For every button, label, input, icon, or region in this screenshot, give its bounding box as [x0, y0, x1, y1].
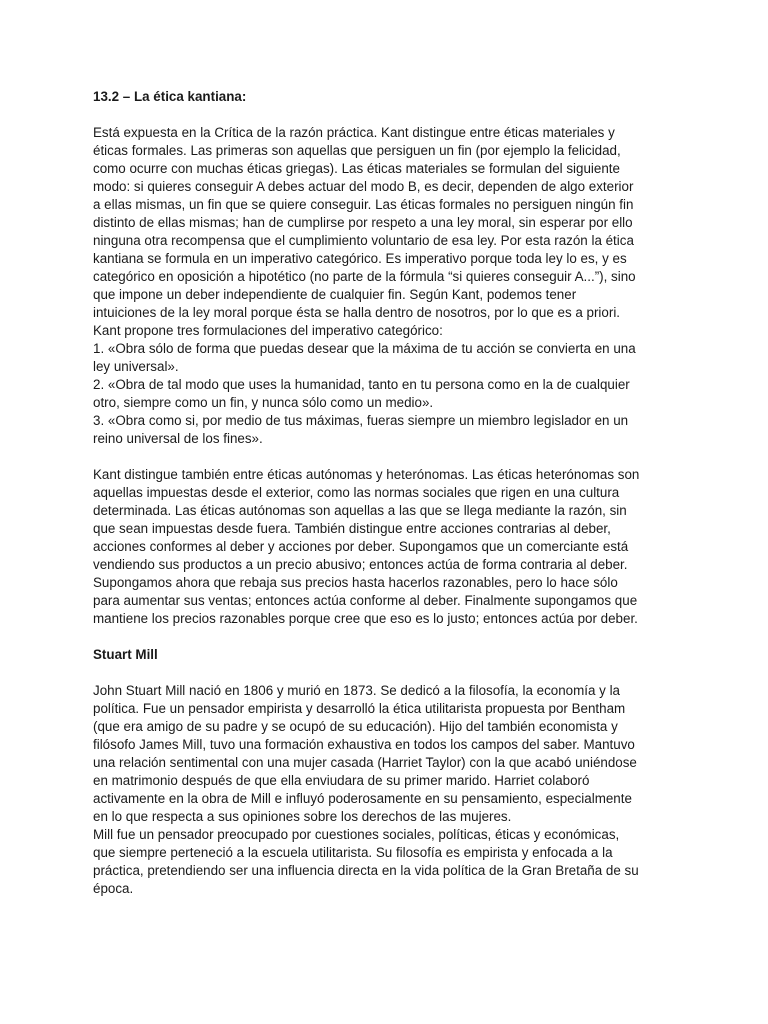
- text-line: determinada. Las éticas autónomas son aquellas a las que se llega mediante la razón, sin: [93, 503, 627, 518]
- section-title-stuart-mill: Stuart Mill: [93, 647, 158, 662]
- text-line: mantiene los precios razonables porque cree que eso es lo justo; entonces actúa por deber.: [93, 611, 638, 626]
- text-line: filósofo James Mill, tuvo una formación exhaustiva en todos los campos del saber. Mantuvo: [93, 737, 635, 752]
- text-line: categórico en oposición a hipotético (no parte de la fórmula “si quieres conseguir A...”), sino: [93, 269, 636, 284]
- text-line: política. Fue un pensador empirista y desarrolló la ética utilitarista propuesta por Bentham: [93, 701, 626, 716]
- text-line: 2. «Obra de tal modo que uses la humanidad, tanto en tu persona como en la de cualquier: [93, 377, 630, 392]
- text-line: intuiciones de la ley moral porque ésta se halla dentro de nosotros, por lo que es a priori.: [93, 305, 621, 320]
- paragraph-kant-autonomy: [93, 466, 678, 628]
- text-line: kantiana se formula en un imperativo categórico. Es imperativo porque toda ley lo es, y es: [93, 251, 627, 266]
- text-line: Kant propone tres formulaciones del imperativo categórico:: [93, 323, 443, 338]
- text-line: activamente en la obra de Mill e influyó poderosamente en su pensamiento, especialmente: [93, 791, 632, 806]
- text-line: éticas formales. Las primeras son aquellas que persiguen un fin (por ejemplo la felicidad,: [93, 143, 621, 158]
- spacer: [93, 628, 678, 646]
- text-line: ninguna otra recompensa que el cumplimiento voluntario de esa ley. Por esta razón la ética: [93, 233, 634, 248]
- text-line: distinto de ellas mismas; han de cumplirse por respeto a una ley moral, sin esperar por ello: [93, 215, 633, 230]
- text-line: época.: [93, 881, 134, 896]
- text-line: aquellas impuestas desde el exterior, como las normas sociales que rigen en una cultura: [93, 485, 620, 500]
- text-line: a ellas mismas, un fin que se quiere conseguir. Las éticas formales no persiguen ningún fin: [93, 197, 634, 212]
- text-line: que siempre perteneció a la escuela utilitarista. Su filosofía es empirista y enfocada a la: [93, 845, 613, 860]
- text-line: como ocurre con muchas éticas griegas). Las éticas materiales se formulan del siguiente: [93, 161, 620, 176]
- text-line: en matrimonio después de que ella enviudara de su primer marido. Harriet colaboró: [93, 773, 590, 788]
- text-line: Está expuesta en la Crítica de la razón práctica. Kant distingue entre éticas materiales y: [93, 125, 615, 140]
- text-line: ley universal».: [93, 359, 179, 374]
- text-line: que sean impuestas desde fuera. También distingue entre acciones contrarias al deber,: [93, 521, 611, 536]
- text-line: Kant distingue también entre éticas autónomas y heterónomas. Las éticas heterónomas son: [93, 467, 640, 482]
- spacer: [93, 664, 678, 682]
- text-line: reino universal de los fines».: [93, 431, 263, 446]
- text-line: modo: si quieres conseguir A debes actuar del modo B, es decir, dependen de algo exterior: [93, 179, 634, 194]
- spacer: [93, 448, 678, 466]
- text-line: 1. «Obra sólo de forma que puedas desear que la máxima de tu acción se convierta en una: [93, 341, 636, 356]
- text-line: Mill fue un pensador preocupado por cuestiones sociales, políticas, éticas y económicas,: [93, 827, 620, 842]
- text-line: 3. «Obra como si, por medio de tus máximas, fueras siempre un miembro legislador en un: [93, 413, 629, 428]
- text-line: que impone un deber independiente de cualquier fin. Según Kant, podemos tener: [93, 287, 577, 302]
- text-line: acciones conformes al deber y acciones por deber. Supongamos que un comerciante está: [93, 539, 629, 554]
- text-line: Supongamos ahora que rebaja sus precios hasta hacerlos razonables, pero lo hace sólo: [93, 575, 618, 590]
- text-line: práctica, pretendiendo ser una influencia directa en la vida política de la Gran Bretaña de su: [93, 863, 639, 878]
- spacer: [93, 106, 678, 124]
- text-line: vendiendo sus productos a un precio abusivo; entonces actúa de forma contraria al deber.: [93, 557, 628, 572]
- text-line: otro, siempre como un fin, y nunca sólo como un medio».: [93, 395, 434, 410]
- text-line: (que era amigo de su padre y se ocupó de su educación). Hijo del también economista y: [93, 719, 618, 734]
- text-line: para aumentar sus ventas; entonces actúa conforme al deber. Finalmente supongamos que: [93, 593, 638, 608]
- text-line: una relación sentimental con una mujer casada (Harriet Taylor) con la que acabó uniéndose: [93, 755, 637, 770]
- section-title-kantian-ethics: 13.2 – La ética kantiana:: [93, 89, 247, 104]
- paragraph-kant-intro: [93, 124, 678, 448]
- paragraph-mill-bio: [93, 682, 678, 898]
- document-page: [93, 88, 678, 898]
- text-line: John Stuart Mill nació en 1806 y murió en 1873. Se dedicó a la filosofía, la economía y la: [93, 683, 621, 698]
- text-line: en lo que respecta a sus opiniones sobre los derechos de las mujeres.: [93, 809, 512, 824]
